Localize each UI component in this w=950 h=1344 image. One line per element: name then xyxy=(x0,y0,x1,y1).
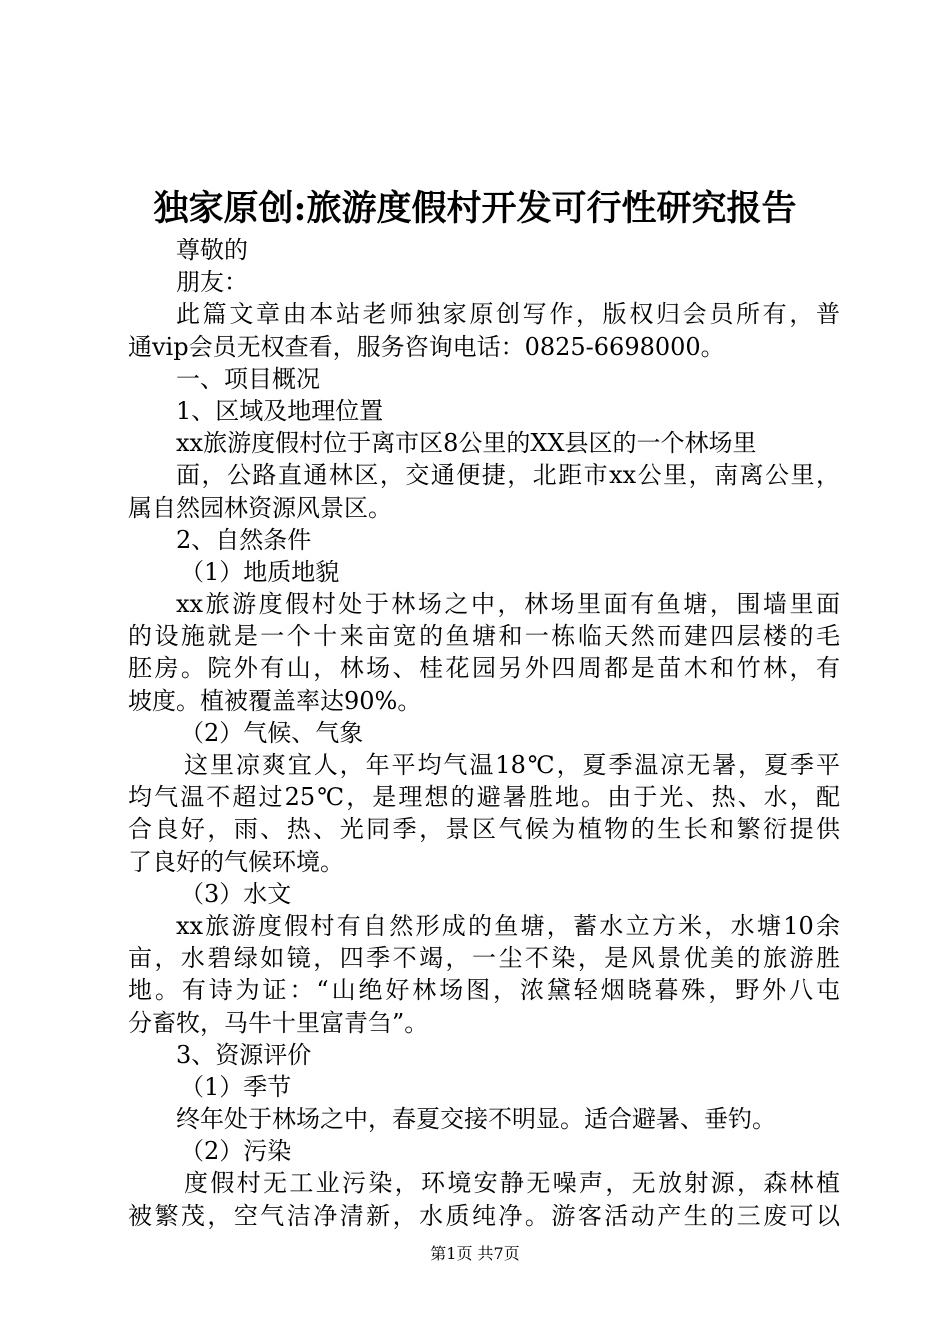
paragraph-line: 被繁茂，空气洁净清新，水质纯净。游客活动产生的三废可以 xyxy=(128,1201,840,1230)
subsection-heading: （1）季节 xyxy=(180,1072,292,1101)
paragraph-line: 坡度。植被覆盖率达90%。 xyxy=(128,686,422,715)
paragraph-line: xx旅游度假村位于离市区8公里的XX县区的一个林场里 xyxy=(176,429,757,458)
paragraph-line: 通vip会员无权查看，服务咨询电话：0825-6698000。 xyxy=(128,332,725,361)
paragraph-line: 亩，水碧绿如镜，四季不竭，一尘不染，是风景优美的旅游胜 xyxy=(128,944,840,973)
subsection-heading: （1）地质地貌 xyxy=(180,557,340,586)
subsection-heading: （2）气候、气象 xyxy=(180,718,364,747)
page-footer: 第1页 共7页 xyxy=(430,1244,520,1263)
paragraph-line: xx旅游度假村处于林场之中，林场里面有鱼塘，围墙里面 xyxy=(176,590,840,619)
paragraph-line: 分畜牧，马牛十里富青刍”。 xyxy=(128,1008,429,1037)
subsection-heading: 3、资源评价 xyxy=(176,1040,312,1069)
paragraph-line: 此篇文章由本站老师独家原创写作，版权归会员所有，普 xyxy=(176,300,840,329)
paragraph-line: 属自然园林资源风景区。 xyxy=(128,493,392,522)
paragraph-line: 的设施就是一个十来亩宽的鱼塘和一栋临天然而建四层楼的毛 xyxy=(128,622,840,651)
paragraph-line: 胚房。院外有山，林场、桂花园另外四周都是苗木和竹林，有 xyxy=(128,654,840,683)
salutation-line: 朋友： xyxy=(176,268,248,297)
document-title: 独家原创:旅游度假村开发可行性研究报告 xyxy=(153,188,797,229)
paragraph-line: 了良好的气候环境。 xyxy=(128,847,344,876)
subsection-heading: （2）污染 xyxy=(180,1137,292,1166)
document-body xyxy=(128,234,840,1232)
section-heading: 一、项目概况 xyxy=(176,364,320,393)
paragraph-line: 这里凉爽宜人，年平均气温18℃，夏季温凉无暑，夏季平 xyxy=(184,751,840,779)
paragraph-line: 合良好，雨、热、光同季，景区气候为植物的生长和繁衍提供 xyxy=(128,815,840,844)
subsection-heading: 1、区域及地理位置 xyxy=(176,396,384,425)
paragraph-line: 度假村无工业污染，环境安静无噪声，无放射源，森林植 xyxy=(184,1169,840,1198)
paragraph-line: xx旅游度假村有自然形成的鱼塘，蓄水立方米，水塘10余 xyxy=(176,911,840,940)
paragraph-line: 均气温不超过25℃，是理想的避暑胜地。由于光、热、水，配 xyxy=(128,783,840,812)
subsection-heading: （3）水文 xyxy=(180,879,292,908)
subsection-heading: 2、自然条件 xyxy=(176,525,312,554)
paragraph-line: 终年处于林场之中，春夏交接不明显。适合避暑、垂钓。 xyxy=(176,1105,776,1134)
paragraph-line: 地。有诗为证：“山绝好林场图，浓黛轻烟晓暮殊，野外八屯 xyxy=(128,976,840,1005)
salutation-line: 尊敬的 xyxy=(176,236,248,264)
paragraph-line: 面，公路直通林区，交通便捷，北距市xx公里，南离公里， xyxy=(176,461,840,490)
